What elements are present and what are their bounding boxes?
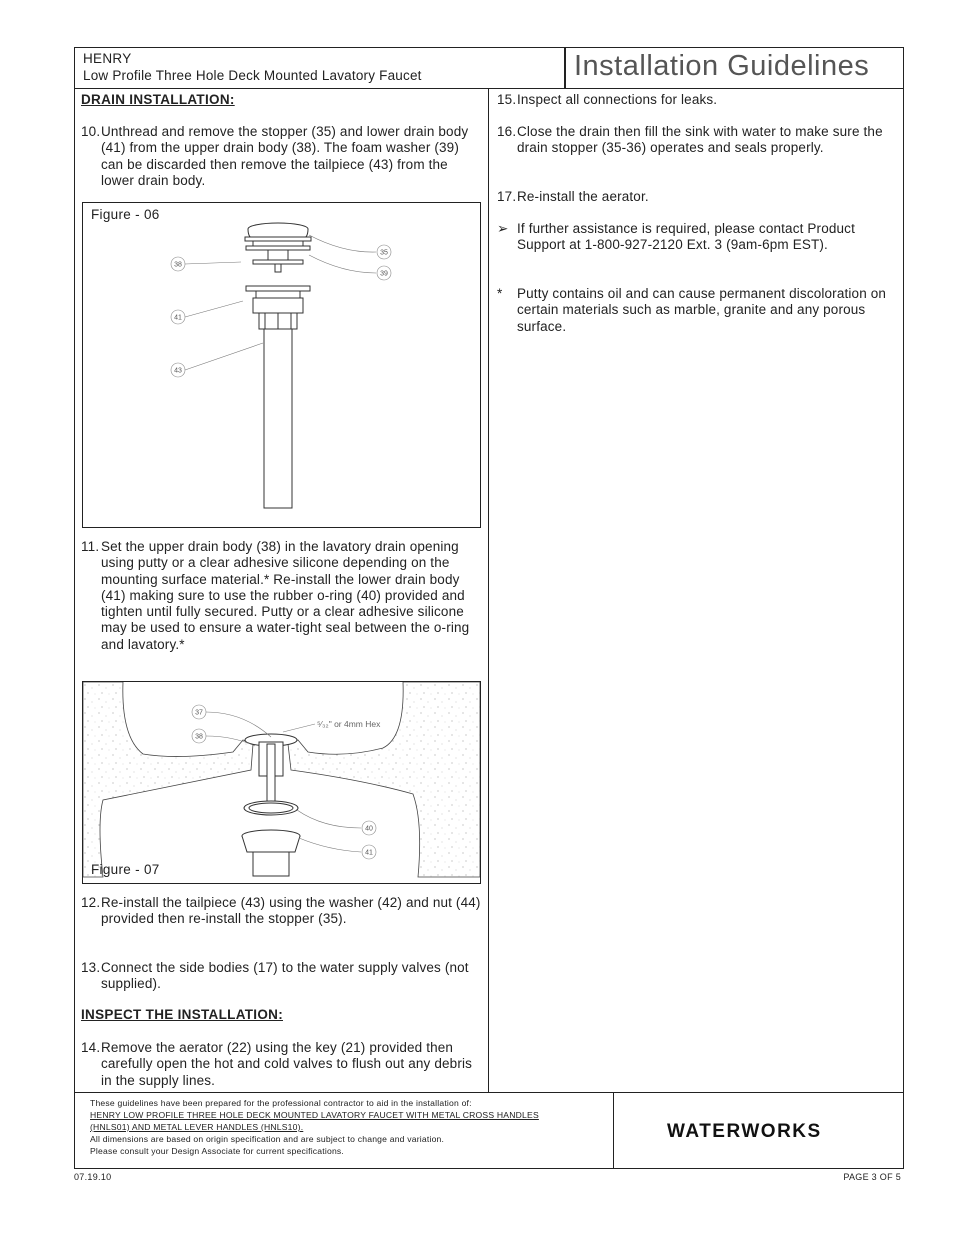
figure-07 [82, 681, 481, 884]
callout-41: 41 [365, 849, 373, 857]
support-note-text: If further assistance is required, please contact Product Support at 1-800-927-2120 Ext. 3 (9am-6pm EST). [517, 221, 855, 253]
header-product-box [74, 47, 565, 89]
header-title-box [565, 47, 904, 89]
step-17 [497, 189, 897, 205]
footer-line-5: Please consult your Design Associate for current specifications. [90, 1146, 345, 1156]
step-text: Connect the side bodies (17) to the water supply valves (not supplied). [101, 960, 469, 992]
figure-07-drawing [83, 682, 480, 883]
putty-note [497, 286, 889, 335]
callout-35: 35 [380, 249, 388, 257]
step-number: 13. [81, 960, 101, 975]
figure-07-label: Figure - 07 [91, 862, 160, 877]
step-16 [497, 124, 895, 157]
asterisk-mark: * [497, 286, 503, 301]
doc-title: Installation Guidelines [574, 50, 870, 82]
figure-06 [82, 202, 481, 528]
callout-38: 38 [174, 261, 182, 269]
putty-note-text: Putty contains oil and can cause permanent discoloration on certain materials such as marble, granite and any porous surface. [517, 286, 887, 334]
step-number: 17. [497, 189, 517, 204]
callout-38: 38 [195, 733, 203, 741]
arrow-bullet-icon: ➢ [497, 221, 509, 236]
product-name: HENRY [83, 51, 132, 66]
step-15 [497, 92, 897, 108]
drain-installation-heading: DRAIN INSTALLATION: [81, 92, 235, 107]
step-number: 11. [81, 539, 100, 554]
footer-line-1: These guidelines have been prepared for the professional contractor to aid in the installation of: [90, 1098, 472, 1108]
step-number: 15. [497, 92, 517, 107]
product-description: Low Profile Three Hole Deck Mounted Lavatory Faucet [83, 68, 422, 83]
figure-06-drawing [83, 203, 480, 527]
page-number: PAGE 3 OF 5 [843, 1172, 901, 1182]
step-number: 12. [81, 895, 101, 910]
step-text: Re-install the tailpiece (43) using the washer (42) and nut (44) provided then re-install the stopper (35). [101, 895, 481, 927]
step-text: Inspect all connections for leaks. [517, 92, 718, 107]
step-13 [81, 960, 481, 993]
step-10 [81, 124, 481, 189]
callout-37: 37 [195, 709, 203, 717]
waterworks-logo: WATERWORKS [667, 1121, 822, 1142]
footer-divider [613, 1092, 614, 1169]
step-14 [81, 1040, 483, 1089]
hex-key-label: ⁵⁄₃₂" or 4mm Hex [317, 719, 381, 729]
footer-line-3: (HNLS01) AND METAL LEVER HANDLES (HNLS10). [90, 1122, 304, 1132]
callout-40: 40 [365, 825, 373, 833]
step-number: 14. [81, 1040, 101, 1055]
figure-06-label: Figure - 06 [91, 207, 160, 222]
step-12 [81, 895, 481, 928]
support-note [497, 221, 889, 254]
column-divider [488, 88, 489, 1093]
step-text: Re-install the aerator. [517, 189, 649, 204]
step-number: 10. [81, 124, 101, 139]
callout-39: 39 [380, 270, 388, 278]
revision-date: 07.19.10 [74, 1172, 112, 1182]
step-number: 16. [497, 124, 517, 139]
footer-line-2: HENRY LOW PROFILE THREE HOLE DECK MOUNTED LAVATORY FAUCET WITH METAL CROSS HANDLES [90, 1110, 539, 1120]
callout-43: 43 [174, 367, 182, 375]
step-text: Unthread and remove the stopper (35) and lower drain body (41) from the upper drain body (38). The foam washer (39) can be discarded then remove the tailpiece (43) from the lower drain body. [101, 124, 469, 188]
step-11 [81, 539, 481, 653]
step-text: Close the drain then fill the sink with water to make sure the drain stopper (35-36) operates and seals properly. [517, 124, 883, 156]
step-text: Set the upper drain body (38) in the lavatory drain opening using putty or a clear adhesive silicone depending on the mounting surface material.* Re-install the lower drain body (41) making sure to use the rubber o-ring (40) provided and tighten until fully secured. Putty or a clear adhesive silicone may be used to ensure a water-tight seal between the o-ring and lavatory.* [101, 539, 470, 652]
callout-41: 41 [174, 314, 182, 322]
inspect-installation-heading: INSPECT THE INSTALLATION: [81, 1007, 283, 1022]
step-text: Remove the aerator (22) using the key (21) provided then carefully open the hot and cold valves to flush out any debris in the supply lines. [101, 1040, 473, 1088]
footer-line-4: All dimensions are based on origin specification and are subject to change and variation. [90, 1134, 445, 1144]
